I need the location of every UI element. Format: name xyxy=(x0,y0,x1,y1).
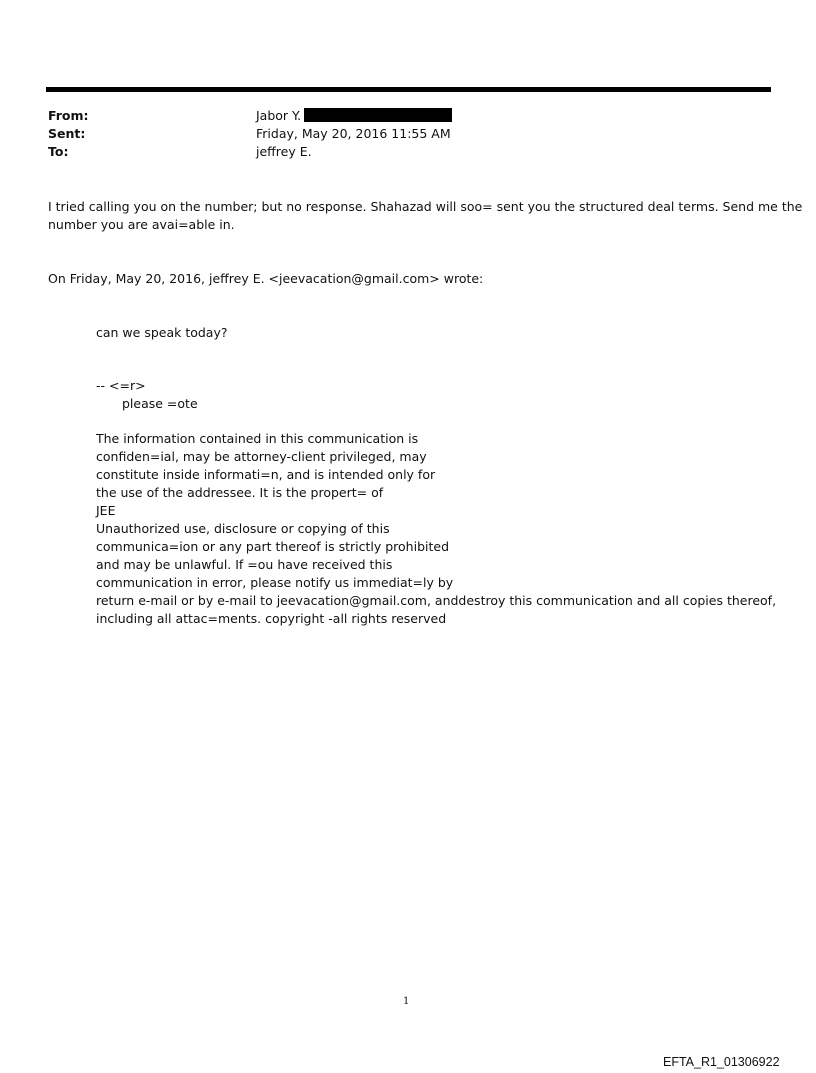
disclaimer-line: Unauthorized use, disclosure or copying of this xyxy=(96,521,390,536)
disclaimer-line: The information contained in this communication is xyxy=(96,431,419,446)
disclaimer-line: return e-mail or by e-mail to jeevacation@gmail.com, anddestroy this communication and all copies thereof, xyxy=(96,593,777,608)
signature-line-1: -- <=r> xyxy=(96,378,146,393)
disclaimer-line: and may be unlawful. If =ou have received this xyxy=(96,557,393,572)
from-name: Jabor Y. xyxy=(256,108,302,123)
quoted-message: can we speak today? xyxy=(96,325,228,340)
reply-line-1: I tried calling you on the number; but no response. Shahazad will soo= sent you the structured deal terms. Send me the xyxy=(48,199,803,214)
reply-line-2: number you are avai=able in. xyxy=(48,217,235,232)
quote-intro: On Friday, May 20, 2016, jeffrey E. <jeevacation@gmail.com> wrote: xyxy=(48,271,484,286)
disclaimer-line: communica=ion or any part thereof is strictly prohibited xyxy=(96,539,450,554)
disclaimer-line: confiden=ial, may be attorney-client privileged, may xyxy=(96,449,427,464)
disclaimer-line: constitute inside informati=n, and is intended only for xyxy=(96,467,436,482)
disclaimer-line: communication in error, please notify us immediat=ly by xyxy=(96,575,454,590)
signature-line-2: please =ote xyxy=(122,396,198,411)
header-rule xyxy=(46,87,771,92)
from-value xyxy=(256,107,452,125)
to-value: jeffrey E. xyxy=(256,144,312,159)
sent-label: Sent: xyxy=(48,126,86,141)
disclaimer-line: including all attac=ments. copyright -all rights reserved xyxy=(96,611,447,626)
sent-value: Friday, May 20, 2016 11:55 AM xyxy=(256,126,451,141)
disclaimer-line: the use of the addressee. It is the propert= of xyxy=(96,485,384,500)
document-id: EFTA_R1_01306922 xyxy=(663,1055,780,1069)
page-number: 1 xyxy=(403,996,410,1007)
from-label: From: xyxy=(48,108,89,123)
redaction-bar xyxy=(304,108,452,122)
to-label: To: xyxy=(48,144,69,159)
disclaimer-line: JEE xyxy=(96,503,116,518)
